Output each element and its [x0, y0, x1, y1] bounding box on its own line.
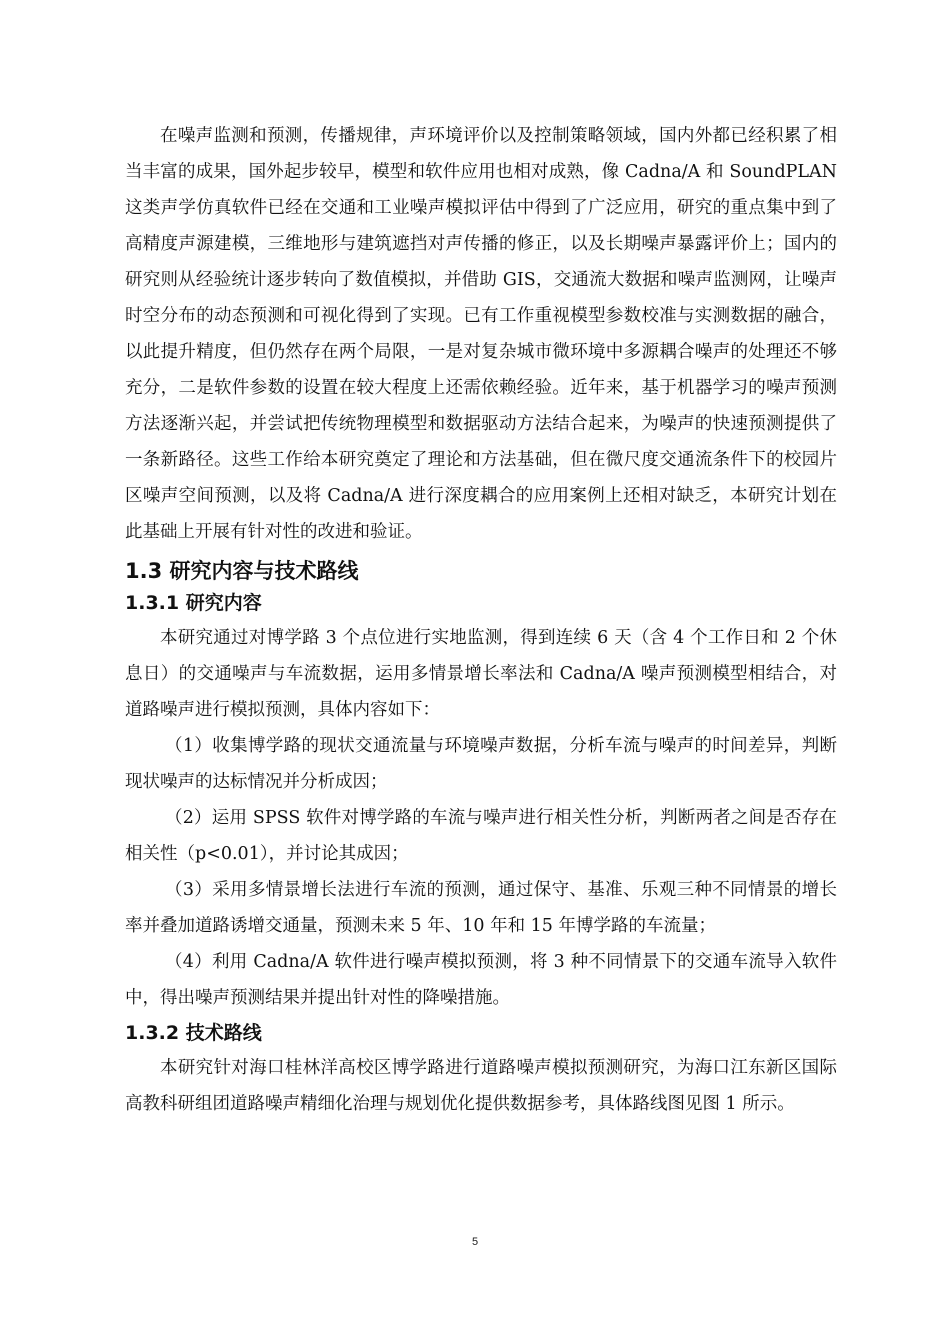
- technical-route-paragraph: 本研究针对海口桂林洋高校区博学路进行道路噪声模拟预测研究，为海口江东新区国际高教科研组团道路噪声精细化治理与规划优化提供数据参考，具体路线图见图 1 所示。: [125, 1058, 837, 1114]
- research-item-2: （2）运用 SPSS 软件对博学路的车流与噪声进行相关性分析，判断两者之间是否存在相关性（p<0.01），并讨论其成因；: [125, 808, 837, 864]
- page-number: 5: [471, 1236, 479, 1248]
- subsection-heading-1-3-1: 1.3.1 研究内容: [125, 592, 262, 614]
- literature-review-paragraph: 在噪声监测和预测，传播规律，声环境评价以及控制策略领域，国内外都已经积累了相当丰富的成果，国外起步较早，模型和软件应用也相对成熟，像 Cadna/A 和 SoundPLAN 这类声学仿真软件已经在交通和工业噪声模拟评估中得到了广泛应用，研究的重点集中到了高精度声源建模，三维地形与建筑遮挡对声传播的修正，以及长期噪声暴露评价上；国内的研究则从经验统计逐步转向了数值模拟，并借助 GIS，交通流大数据和噪声监测网，让噪声时空分布的动态预测和可视化得到了实现。已有工作重视模型参数校准与实测数据的融合，以此提升精度，但仍然存在两个局限，一是对复杂城市微环境中多源耦合噪声的处理还不够充分，二是软件参数的设置在较大程度上还需依赖经验。近年来，基于机器学习的噪声预测方法逐渐兴起，并尝试把传统物理模型和数据驱动方法结合起来，为噪声的快速预测提供了一条新路径。这些工作给本研究奠定了理论和方法基础，但在微尺度交通流条件下的校园片区噪声空间预测，以及将 Cadna/A 进行深度耦合的应用案例上还相对缺乏，本研究计划在此基础上开展有针对性的改进和验证。: [125, 126, 837, 542]
- section-heading-1-3: 1.3 研究内容与技术路线: [125, 559, 359, 583]
- research-content-intro: 本研究通过对博学路 3 个点位进行实地监测，得到连续 6 天（含 4 个工作日和 2 个休息日）的交通噪声与车流数据，运用多情景增长率法和 Cadna/A 噪声预测模型相结合，对道路噪声进行模拟预测，具体内容如下：: [125, 628, 837, 720]
- subsection-heading-1-3-2: 1.3.2 技术路线: [125, 1022, 262, 1044]
- research-item-3: （3）采用多情景增长法进行车流的预测，通过保守、基准、乐观三种不同情景的增长率并叠加道路诱增交通量，预测未来 5 年、10 年和 15 年博学路的车流量；: [125, 880, 837, 936]
- research-item-4: （4）利用 Cadna/A 软件进行噪声模拟预测，将 3 种不同情景下的交通车流导入软件中，得出噪声预测结果并提出针对性的降噪措施。: [125, 952, 837, 1008]
- research-item-1: （1）收集博学路的现状交通流量与环境噪声数据，分析车流与噪声的时间差异，判断现状噪声的达标情况并分析成因；: [125, 736, 837, 792]
- page-content: [125, 118, 837, 1122]
